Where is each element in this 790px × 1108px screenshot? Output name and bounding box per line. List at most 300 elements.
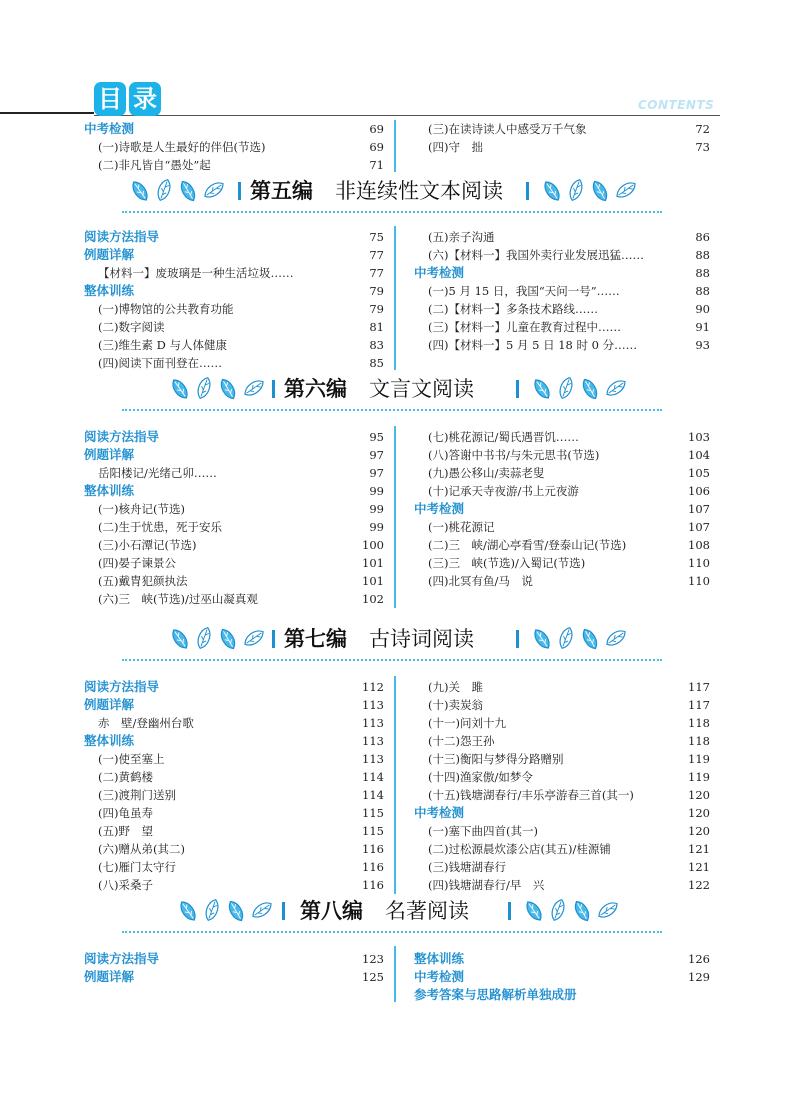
toc-entry[interactable] — [414, 246, 710, 264]
toc-entry-page: 86 — [695, 230, 710, 244]
toc-entry-page: 95 — [369, 430, 384, 444]
toc-entry[interactable] — [414, 768, 710, 786]
toc-entry-title: (八)采桑子 — [98, 878, 153, 892]
toc-entry-page: 77 — [369, 266, 384, 280]
toc-entry-page: 106 — [688, 484, 710, 498]
toc-entry[interactable] — [84, 804, 384, 822]
toc-entry-title: 例题详解 — [84, 247, 135, 262]
leaf-icon — [557, 376, 574, 400]
toc-entry-title: (四)阅读下面刊登在…… — [98, 356, 222, 370]
leaf-icon — [203, 898, 220, 922]
toc-entry-page: 114 — [362, 788, 384, 802]
leaf-icon — [195, 626, 212, 650]
toc-entry[interactable] — [414, 750, 710, 768]
part4-left-column — [84, 120, 384, 174]
banner-bar-right — [526, 182, 529, 200]
toc-entry[interactable] — [84, 714, 384, 732]
toc-entry-title: (一)桃花源记 — [428, 520, 495, 534]
toc-entry-title: (五)亲子沟通 — [428, 230, 495, 244]
toc-entry[interactable] — [414, 714, 710, 732]
toc-entry[interactable] — [414, 732, 710, 750]
toc-section-entry[interactable] — [84, 968, 384, 986]
toc-entry-page: 79 — [369, 284, 384, 298]
toc-entry[interactable] — [414, 840, 710, 858]
toc-entry-title: 整体训练 — [414, 951, 465, 966]
toc-entry-page: 97 — [369, 448, 384, 462]
toc-entry-page: 99 — [369, 520, 384, 534]
toc-entry-title: (六)【材料一】我国外卖行业发展迅猛…… — [428, 248, 644, 262]
toc-entry-page: 119 — [688, 770, 710, 784]
toc-entry-page: 103 — [688, 430, 710, 444]
toc-entry[interactable] — [84, 786, 384, 804]
toc-entry-page: 116 — [362, 878, 384, 892]
toc-entry-title: 参考答案与思路解析单独成册 — [414, 987, 577, 1002]
leaf-ornament-icon — [128, 176, 232, 204]
toc-entry-title: 例题详解 — [84, 697, 135, 712]
toc-entry-title: (七)雁门太守行 — [98, 860, 176, 874]
part8-name: 名著阅读 — [385, 899, 469, 923]
part7-banner — [0, 622, 790, 666]
leaf-icon — [580, 627, 600, 651]
toc-section-entry[interactable] — [84, 246, 384, 264]
toc-entry-title: (二)数字阅读 — [98, 320, 165, 334]
toc-entry-page: 100 — [362, 538, 384, 552]
toc-entry-page: 101 — [362, 556, 384, 570]
toc-entry-title: 整体训练 — [84, 483, 135, 498]
toc-entry[interactable] — [84, 156, 384, 174]
toc-section-entry[interactable] — [414, 950, 710, 968]
column-divider — [394, 946, 396, 1002]
part6-banner — [0, 372, 790, 416]
toc-section-entry[interactable] — [84, 482, 384, 500]
toc-entry-page: 79 — [369, 302, 384, 316]
toc-entry-page: 99 — [369, 502, 384, 516]
dotted-rule — [122, 931, 662, 933]
toc-section-entry[interactable] — [414, 968, 710, 986]
part7-number: 第七编 — [284, 627, 347, 651]
toc-entry-title: (四)钱塘湖春行/早 兴 — [428, 878, 545, 892]
toc-entry-page: 77 — [369, 248, 384, 262]
banner-bar-right — [516, 630, 519, 648]
toc-entry-page: 69 — [369, 122, 384, 136]
toc-entry-title: 赤 壁/登幽州台歌 — [98, 716, 194, 730]
toc-entry-title: 中考检测 — [84, 121, 135, 136]
toc-section-entry[interactable] — [84, 228, 384, 246]
toc-entry-title: 中考检测 — [414, 969, 465, 984]
toc-entry-page: 75 — [369, 230, 384, 244]
toc-entry-title: 中考检测 — [414, 501, 465, 516]
toc-entry-title: (三)钱塘湖春行 — [428, 860, 506, 874]
toc-section-entry[interactable] — [84, 446, 384, 464]
part8-title — [300, 895, 469, 925]
toc-entry-title: (十四)渔家傲/如梦令 — [428, 770, 533, 784]
toc-entry-page: 122 — [688, 878, 710, 892]
leaf-ornament-left — [176, 896, 280, 924]
toc-entry-page: 72 — [695, 122, 710, 136]
toc-entry-title: (十一)问刘十九 — [428, 716, 506, 730]
toc-section-entry[interactable] — [84, 282, 384, 300]
part8-right-column — [414, 950, 710, 1004]
part6-title — [284, 373, 474, 403]
toc-entry-page: 120 — [688, 806, 710, 820]
banner-bar-right — [508, 902, 511, 920]
leaf-icon — [557, 626, 574, 650]
toc-entry-page: 118 — [688, 734, 710, 748]
toc-entry-title: 中考检测 — [414, 805, 465, 820]
toc-section-entry[interactable] — [84, 732, 384, 750]
leaf-ornament-icon — [530, 374, 634, 402]
leaf-ornament-icon — [168, 374, 272, 402]
part7-left-column — [84, 678, 384, 894]
toc-entry[interactable] — [84, 318, 384, 336]
toc-entry-title: (十)记承天寺夜游/书上元夜游 — [428, 484, 579, 498]
leaf-icon — [614, 179, 638, 200]
banner-bar-right — [516, 380, 519, 398]
part6-name: 文言文阅读 — [369, 377, 474, 401]
toc-entry-page: 101 — [362, 574, 384, 588]
toc-entry-page: 105 — [688, 466, 710, 480]
part4-right-column — [414, 120, 710, 156]
toc-entry-page: 104 — [688, 448, 710, 462]
leaf-icon — [218, 377, 238, 401]
toc-entry-title: (四)守 拙 — [428, 140, 483, 154]
toc-entry[interactable] — [84, 536, 384, 554]
toc-entry[interactable] — [414, 482, 710, 500]
part7-name: 古诗词阅读 — [369, 627, 474, 651]
toc-entry-title: (十五)钱塘湖春行/丰乐亭游春三首(其一) — [428, 788, 634, 802]
toc-entry-page: 93 — [695, 338, 710, 352]
toc-entry-title: (一)塞下曲四首(其一) — [428, 824, 538, 838]
toc-entry[interactable] — [84, 518, 384, 536]
toc-entry-title: (一)5 月 15 日，我国“天问一号”…… — [428, 284, 620, 298]
leaf-icon — [218, 627, 238, 651]
leaf-icon — [242, 377, 266, 398]
toc-entry[interactable] — [414, 300, 710, 318]
toc-entry-title: (三)【材料一】儿童在教育过程中…… — [428, 320, 621, 334]
part7-title — [284, 623, 474, 653]
leaf-ornament-left — [128, 176, 232, 204]
leaf-icon — [531, 627, 552, 651]
toc-entry-title: (三)三 峡(节选)/入蜀记(节选) — [428, 556, 586, 570]
leaf-ornament-right — [522, 896, 626, 924]
contents-label: CONTENTS — [638, 98, 715, 112]
leaf-icon — [242, 627, 266, 648]
dotted-rule — [122, 659, 662, 661]
toc-entry-page: 112 — [362, 680, 384, 694]
toc-entry-page: 90 — [695, 302, 710, 316]
toc-entry-page: 121 — [688, 860, 710, 874]
toc-entry-page: 117 — [688, 680, 710, 694]
toc-entry-title: 例题详解 — [84, 969, 135, 984]
toc-entry-page: 116 — [362, 860, 384, 874]
leaf-icon — [604, 627, 628, 648]
toc-entry[interactable] — [84, 264, 384, 282]
part8-number: 第八编 — [300, 899, 363, 923]
toc-section-entry[interactable] — [84, 120, 384, 138]
toc-entry[interactable] — [414, 822, 710, 840]
leaf-icon — [178, 179, 198, 203]
toc-section-entry[interactable] — [84, 678, 384, 696]
toc-entry-title: 阅读方法指导 — [84, 429, 160, 444]
toc-section-entry[interactable] — [414, 804, 710, 822]
toc-entry-title: (七)桃花源记/蜀氏遇晋饥…… — [428, 430, 579, 444]
toc-entry-title: (二)非凡皆自“愚处”起 — [98, 158, 211, 172]
toc-entry-title: (三)小石潭记(节选) — [98, 538, 197, 552]
toc-entry[interactable] — [84, 300, 384, 318]
column-divider — [394, 226, 396, 370]
toc-section-entry[interactable] — [84, 696, 384, 714]
toc-entry-title: 阅读方法指导 — [84, 229, 160, 244]
logo-char-1: 目 — [94, 82, 126, 116]
part5-right-column — [414, 228, 710, 354]
toc-entry[interactable] — [414, 572, 710, 590]
toc-entry-page: 113 — [362, 716, 384, 730]
part8-banner — [0, 894, 790, 938]
toc-entry-title: 【材料一】废玻璃是一种生活垃圾…… — [98, 266, 294, 280]
toc-entry-title: 岳阳楼记/光绪己卯…… — [98, 466, 217, 480]
toc-entry-title: (四)【材料一】5 月 5 日 18 时 0 分…… — [428, 338, 638, 352]
toc-entry-title: (九)愚公移山/卖蒜老叟 — [428, 466, 545, 480]
toc-entry[interactable] — [84, 138, 384, 156]
toc-entry[interactable] — [414, 786, 710, 804]
toc-entry-page: 102 — [362, 592, 384, 606]
toc-entry-page: 117 — [688, 698, 710, 712]
toc-entry-title: (四)龟虽寿 — [98, 806, 153, 820]
column-divider — [394, 676, 396, 894]
part5-banner — [0, 174, 790, 218]
toc-logo — [94, 82, 164, 116]
part6-number: 第六编 — [284, 377, 347, 401]
leaf-ornament-icon — [522, 896, 626, 924]
toc-entry[interactable] — [84, 750, 384, 768]
toc-entry-page: 114 — [362, 770, 384, 784]
toc-entry-page: 83 — [369, 338, 384, 352]
toc-entry-page: 71 — [369, 158, 384, 172]
leaf-icon — [226, 899, 246, 923]
toc-entry-title: 例题详解 — [84, 447, 135, 462]
toc-entry-page: 107 — [688, 520, 710, 534]
toc-entry[interactable] — [414, 518, 710, 536]
toc-entry-title: (四)晏子谏景公 — [98, 556, 176, 570]
leaf-ornament-left — [168, 374, 272, 402]
toc-entry-title: (四)北冥有鱼/马 说 — [428, 574, 533, 588]
toc-entry[interactable] — [84, 336, 384, 354]
leaf-icon — [580, 377, 600, 401]
toc-entry-page: 115 — [362, 806, 384, 820]
toc-entry-page: 88 — [695, 284, 710, 298]
toc-entry-page: 120 — [688, 824, 710, 838]
part5-title — [250, 175, 503, 205]
toc-entry-page: 99 — [369, 484, 384, 498]
toc-entry-title: (五)野 望 — [98, 824, 153, 838]
leaf-ornament-icon — [540, 176, 644, 204]
part6-right-column — [414, 428, 710, 590]
toc-entry[interactable] — [414, 138, 710, 156]
toc-entry[interactable] — [414, 446, 710, 464]
toc-entry-title: (二)黄鹤楼 — [98, 770, 153, 784]
part6-left-column — [84, 428, 384, 608]
leaf-ornament-right — [530, 374, 634, 402]
toc-entry-page: 115 — [362, 824, 384, 838]
leaf-icon — [523, 899, 544, 923]
toc-entry-page: 110 — [688, 574, 710, 588]
leaf-ornament-icon — [168, 624, 272, 652]
leaf-icon — [169, 377, 190, 401]
part8-left-column — [84, 950, 384, 986]
leaf-icon — [202, 179, 226, 200]
leaf-icon — [549, 898, 566, 922]
banner-bar-left — [282, 902, 285, 920]
toc-entry-title: (六)赠从弟(其二) — [98, 842, 185, 856]
toc-entry-page: 97 — [369, 466, 384, 480]
toc-entry-page: 85 — [369, 356, 384, 370]
part5-left-column — [84, 228, 384, 372]
toc-entry-page: 119 — [688, 752, 710, 766]
toc-entry-title: 整体训练 — [84, 733, 135, 748]
toc-entry-title: (十三)衡阳与梦得分路赠别 — [428, 752, 564, 766]
toc-entry[interactable] — [414, 228, 710, 246]
toc-entry[interactable] — [414, 554, 710, 572]
toc-section-entry[interactable] — [84, 428, 384, 446]
toc-entry-page: 118 — [688, 716, 710, 730]
toc-entry-title: 阅读方法指导 — [84, 951, 160, 966]
toc-entry-page: 91 — [695, 320, 710, 334]
leaf-ornament-right — [540, 176, 644, 204]
toc-entry[interactable] — [414, 696, 710, 714]
leaf-icon — [129, 179, 150, 203]
toc-entry[interactable] — [84, 768, 384, 786]
header-rule-left — [0, 112, 94, 114]
toc-entry-title: (二)生于忧患，死于安乐 — [98, 520, 222, 534]
part5-number: 第五编 — [250, 179, 313, 203]
toc-entry[interactable] — [84, 590, 384, 608]
toc-entry-page: 81 — [369, 320, 384, 334]
toc-entry[interactable] — [84, 572, 384, 590]
leaf-ornament-left — [168, 624, 272, 652]
toc-entry[interactable] — [84, 554, 384, 572]
toc-entry-title: 中考检测 — [414, 265, 465, 280]
toc-entry-title: 整体训练 — [84, 283, 135, 298]
banner-bar-left — [272, 630, 275, 648]
toc-entry[interactable] — [84, 876, 384, 894]
toc-entry[interactable] — [414, 536, 710, 554]
toc-entry-page: 88 — [695, 248, 710, 262]
toc-entry-title: (三)维生素 D 与人体健康 — [98, 338, 228, 352]
toc-entry-page: 116 — [362, 842, 384, 856]
toc-entry-page: 113 — [362, 752, 384, 766]
toc-entry-title: (一)诗歌是人生最好的伴侣(节选) — [98, 140, 266, 154]
toc-entry-page: 126 — [688, 952, 710, 966]
toc-entry[interactable] — [84, 858, 384, 876]
leaf-icon — [604, 377, 628, 398]
leaf-icon — [177, 899, 198, 923]
toc-entry-title: (十二)怨王孙 — [428, 734, 495, 748]
leaf-icon — [596, 899, 620, 920]
toc-entry-title: (三)渡荆门送别 — [98, 788, 176, 802]
toc-entry-page: 73 — [695, 140, 710, 154]
toc-entry-title: (二)过松源晨炊漆公店(其五)/桂源铺 — [428, 842, 611, 856]
toc-entry[interactable] — [84, 822, 384, 840]
part5-name: 非连续性文本阅读 — [335, 179, 503, 203]
toc-entry-title: (九)关 雎 — [428, 680, 483, 694]
leaf-icon — [195, 376, 212, 400]
part7-right-column — [414, 678, 710, 894]
toc-entry[interactable] — [414, 318, 710, 336]
toc-entry[interactable] — [414, 120, 710, 138]
toc-entry-page: 123 — [362, 952, 384, 966]
toc-entry[interactable] — [414, 678, 710, 696]
leaf-icon — [541, 179, 562, 203]
toc-entry-page: 108 — [688, 538, 710, 552]
leaf-icon — [531, 377, 552, 401]
leaf-icon — [250, 899, 274, 920]
toc-entry-title: (六)三 峡(节选)/过巫山凝真观 — [98, 592, 258, 606]
toc-entry-page: 110 — [688, 556, 710, 570]
answers-note[interactable] — [414, 986, 710, 1004]
toc-entry-page: 88 — [695, 266, 710, 280]
leaf-ornament-icon — [530, 624, 634, 652]
toc-entry[interactable] — [84, 840, 384, 858]
toc-entry-page: 113 — [362, 734, 384, 748]
toc-entry[interactable] — [84, 464, 384, 482]
toc-entry-page: 107 — [688, 502, 710, 516]
toc-entry[interactable] — [414, 876, 710, 894]
dotted-rule — [122, 211, 662, 213]
toc-entry[interactable] — [414, 858, 710, 876]
toc-entry-title: (二)【材料一】多条技术路线…… — [428, 302, 598, 316]
toc-entry-title: (五)戴胄犯颜执法 — [98, 574, 188, 588]
column-divider — [394, 120, 396, 172]
leaf-icon — [567, 178, 584, 202]
toc-entry-title: (一)使至塞上 — [98, 752, 165, 766]
banner-bar-left — [272, 380, 275, 398]
toc-entry-title: (八)答谢中书书/与朱元思书(节选) — [428, 448, 600, 462]
toc-section-entry[interactable] — [84, 950, 384, 968]
toc-entry-title: 阅读方法指导 — [84, 679, 160, 694]
toc-entry[interactable] — [84, 354, 384, 372]
toc-entry-page: 69 — [369, 140, 384, 154]
leaf-icon — [572, 899, 592, 923]
toc-entry-title: (一)核舟记(节选) — [98, 502, 185, 516]
toc-entry[interactable] — [414, 282, 710, 300]
column-divider — [394, 426, 396, 608]
toc-entry-title: (三)在读诗读人中感受万千气象 — [428, 122, 587, 136]
toc-entry-page: 121 — [688, 842, 710, 856]
toc-entry[interactable] — [84, 500, 384, 518]
toc-section-entry[interactable] — [414, 264, 710, 282]
toc-entry-title: (十)卖炭翁 — [428, 698, 483, 712]
leaf-ornament-right — [530, 624, 634, 652]
dotted-rule — [122, 409, 662, 411]
toc-entry-page: 125 — [362, 970, 384, 984]
leaf-icon — [590, 179, 610, 203]
header-rule — [94, 115, 720, 116]
toc-entry[interactable] — [414, 428, 710, 446]
leaf-icon — [169, 627, 190, 651]
leaf-icon — [155, 178, 172, 202]
toc-entry-page: 113 — [362, 698, 384, 712]
toc-entry-title: (二)三 峡/湖心亭看雪/登泰山记(节选) — [428, 538, 627, 552]
toc-entry-page: 129 — [688, 970, 710, 984]
logo-char-2: 录 — [129, 82, 161, 116]
toc-entry[interactable] — [414, 464, 710, 482]
leaf-ornament-icon — [176, 896, 280, 924]
banner-bar-left — [238, 182, 241, 200]
toc-entry[interactable] — [414, 336, 710, 354]
toc-entry-title: (一)博物馆的公共教育功能 — [98, 302, 234, 316]
toc-entry-page: 120 — [688, 788, 710, 802]
toc-section-entry[interactable] — [414, 500, 710, 518]
